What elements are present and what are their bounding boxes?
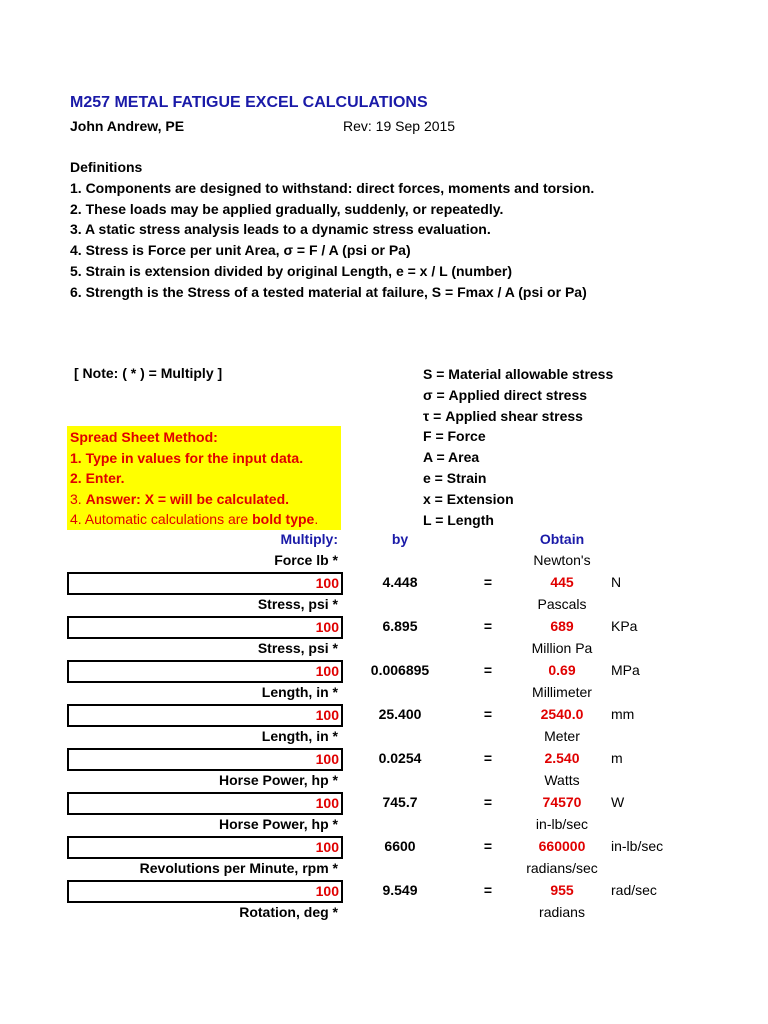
conversion-factor: 25.400 (378, 706, 422, 722)
row-label: Stress, psi * (257, 596, 338, 612)
row-label: Horse Power, hp * (218, 816, 338, 832)
method-step (70, 489, 318, 510)
output-unit-label: Newton's (533, 552, 591, 568)
conversion-factor: 9.549 (382, 882, 418, 898)
input-cell[interactable] (67, 836, 343, 859)
result-unit: rad/sec (611, 882, 657, 898)
result-value: 2540.0 (540, 706, 584, 722)
conversion-factor: 6.895 (382, 618, 418, 634)
conversion-factor: 745.7 (382, 794, 418, 810)
legend-item: τ = Applied shear stress (423, 407, 583, 424)
method-step-text: Answer: X = will be calculated. (85, 490, 290, 507)
legend-item: F = Force (423, 428, 486, 445)
result-unit: m (611, 750, 623, 766)
definition-item: 6. Strength is the Stress of a tested material at failure, S = Fmax / A (psi or Pa) (70, 283, 587, 300)
legend-item: A = Area (423, 449, 480, 466)
result-unit: mm (611, 706, 635, 722)
result-value: 74570 (542, 794, 582, 810)
method-step-period: . (314, 511, 319, 528)
definitions-section (70, 157, 594, 303)
input-value[interactable]: 100 (315, 795, 339, 811)
method-heading: Spread Sheet Method: (70, 429, 218, 445)
row-label: Rotation, deg * (239, 904, 338, 920)
method-step: 1. Type in values for the input data. (70, 449, 304, 466)
conversion-factor: 6600 (384, 838, 416, 854)
symbol-legend (423, 364, 613, 530)
definition-item: 4. Stress is Force per unit Area, σ = F / A (psi or Pa) (70, 242, 411, 259)
result-unit: KPa (611, 618, 638, 634)
input-cell[interactable] (67, 880, 343, 903)
input-value[interactable]: 100 (315, 751, 339, 767)
definition-item: 1. Components are designed to withstand: direct forces, moments and torsion. (70, 179, 595, 196)
legend-item: L = Length (423, 511, 494, 528)
equals-sign: = (483, 618, 493, 634)
method-step (70, 509, 318, 530)
method-step: 2. Enter. (70, 470, 125, 487)
header-by: by (391, 531, 409, 547)
revision-date: Rev: 19 Sep 2015 (343, 118, 456, 134)
output-unit-label: radians (539, 904, 585, 920)
equals-sign: = (483, 838, 493, 854)
method-step-text: 4. Automatic calculations are (70, 511, 253, 528)
input-value[interactable]: 100 (315, 883, 339, 899)
input-cell[interactable] (67, 660, 343, 683)
definition-item: 3. A static stress analysis leads to a dynamic stress evaluation. (70, 221, 491, 238)
result-value: 660000 (538, 838, 586, 854)
output-unit-label: in-lb/sec (535, 816, 589, 832)
output-unit-label: Watts (544, 772, 580, 788)
equals-sign: = (483, 882, 493, 898)
output-unit-label: Meter (544, 728, 580, 744)
row-label: Length, in * (261, 684, 338, 700)
conversion-factor: 0.0254 (378, 750, 422, 766)
multiply-note: [ Note: ( * ) = Multiply ] (74, 365, 223, 381)
input-value[interactable]: 100 (315, 707, 339, 723)
result-value: 2.540 (544, 750, 580, 766)
row-label: Force lb * (274, 552, 338, 568)
result-unit: MPa (611, 662, 640, 678)
input-cell[interactable] (67, 792, 343, 815)
result-value: 955 (550, 882, 574, 898)
equals-sign: = (483, 706, 493, 722)
definition-item: 2. These loads may be applied gradually, suddenly, or repeatedly. (70, 200, 504, 217)
input-value[interactable]: 100 (315, 663, 339, 679)
header-multiply: Multiply: (280, 531, 338, 547)
output-unit-label: Millimeter (532, 684, 592, 700)
row-label: Stress, psi * (257, 640, 338, 656)
conversion-factor: 4.448 (382, 574, 418, 590)
equals-sign: = (483, 750, 493, 766)
result-unit: W (611, 794, 625, 810)
legend-item: x = Extension (423, 490, 514, 507)
input-cell[interactable] (67, 748, 343, 771)
result-value: 445 (550, 574, 574, 590)
definition-item: 5. Strain is extension divided by original Length, e = x / L (number) (70, 262, 512, 279)
input-cell[interactable] (67, 572, 343, 595)
row-label: Revolutions per Minute, rpm * (139, 860, 338, 876)
result-unit: N (611, 574, 622, 590)
header-obtain: Obtain (539, 531, 585, 547)
output-unit-label: Million Pa (531, 640, 593, 656)
row-label: Length, in * (261, 728, 338, 744)
author-name: John Andrew, PE (70, 118, 185, 134)
legend-item: e = Strain (423, 469, 487, 486)
method-step-number: 3. (70, 490, 86, 507)
output-unit-label: radians/sec (526, 860, 598, 876)
equals-sign: = (483, 794, 493, 810)
input-cell[interactable] (67, 616, 343, 639)
definitions-heading: Definitions (70, 159, 143, 175)
equals-sign: = (483, 662, 493, 678)
output-unit-label: Pascals (537, 596, 587, 612)
input-cell[interactable] (67, 704, 343, 727)
input-value[interactable]: 100 (315, 575, 339, 591)
equals-sign: = (483, 574, 493, 590)
method-step-emphasis: bold type (252, 511, 315, 528)
result-value: 689 (550, 618, 574, 634)
spreadsheet-method-instructions (70, 427, 318, 530)
legend-item: σ = Applied direct stress (423, 386, 588, 403)
page-title: M257 METAL FATIGUE EXCEL CALCULATIONS (70, 94, 428, 111)
result-unit: in-lb/sec (611, 838, 664, 854)
result-value: 0.69 (548, 662, 576, 678)
input-value[interactable]: 100 (315, 619, 339, 635)
input-value[interactable]: 100 (315, 839, 339, 855)
legend-item: S = Material allowable stress (423, 366, 614, 382)
row-label: Horse Power, hp * (218, 772, 338, 788)
conversion-factor: 0.006895 (370, 662, 430, 678)
